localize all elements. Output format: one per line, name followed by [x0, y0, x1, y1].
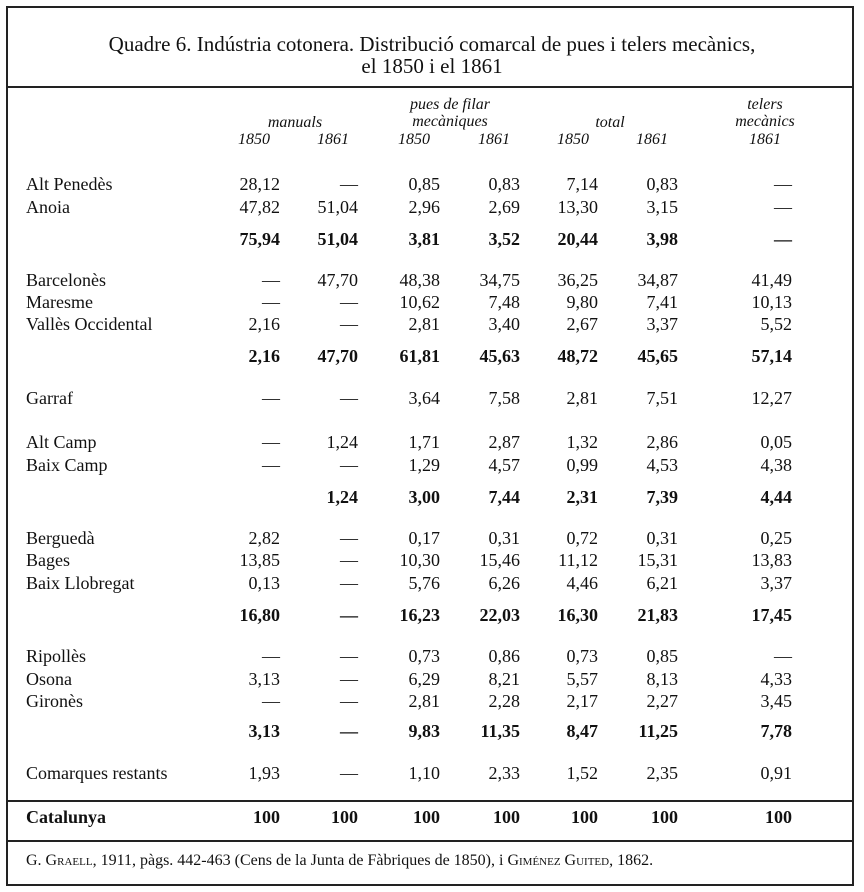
subtotal-cell: 16,80	[239, 605, 280, 625]
table-cell: 9,80	[566, 292, 598, 312]
row-label: Maresme	[26, 292, 93, 312]
table-cell: 13,30	[557, 197, 598, 217]
total-rule	[6, 800, 854, 802]
table-cell: 1,52	[566, 763, 598, 783]
table-cell: 12,27	[751, 388, 792, 408]
table-cell: 1,29	[408, 455, 440, 475]
subtotal-cell: 3,98	[646, 229, 678, 249]
subtotal-cell: 75,94	[239, 229, 280, 249]
table-cell: 4,53	[646, 455, 678, 475]
table-cell: —	[262, 388, 280, 408]
table-cell: 4,57	[488, 455, 520, 475]
subtotal-cell: 51,04	[317, 229, 358, 249]
table-cell: 0,99	[566, 455, 598, 475]
subtotal-cell: 45,63	[479, 346, 520, 366]
table-cell: 15,46	[479, 550, 520, 570]
table-cell: 6,29	[408, 669, 440, 689]
table-cell: —	[340, 292, 358, 312]
row-label: Ripollès	[26, 646, 87, 666]
table-cell: 2,67	[566, 314, 598, 334]
header-total: total	[595, 114, 625, 131]
subtotal-cell: 57,14	[751, 346, 792, 366]
row-label: Baix Llobregat	[26, 573, 135, 593]
table-cell: —	[262, 455, 280, 475]
year-header: 1861	[749, 131, 781, 148]
table-cell: 2,28	[488, 691, 520, 711]
table-cell: 2,81	[408, 314, 440, 334]
table-cell: 0,31	[488, 528, 520, 548]
table-cell: 7,51	[646, 388, 678, 408]
table-cell: —	[340, 646, 358, 666]
table-cell: 15,31	[637, 550, 678, 570]
table-cell: 0,73	[566, 646, 598, 666]
table-cell: 6,21	[646, 573, 678, 593]
table-cell: 51,04	[317, 197, 358, 217]
table-cell: —	[340, 691, 358, 711]
table-cell: 0,13	[248, 573, 280, 593]
subtotal-cell: 20,44	[557, 229, 598, 249]
header-telers-line2: mecànics	[735, 113, 795, 130]
table-cell: 4,46	[566, 573, 598, 593]
table-cell: 0,31	[646, 528, 678, 548]
table-cell: 2,81	[566, 388, 598, 408]
table-cell: 10,62	[399, 292, 440, 312]
row-label: Bages	[26, 550, 70, 570]
table-cell: 3,37	[760, 573, 792, 593]
subtotal-cell: 11,35	[480, 721, 520, 741]
header-manuals: manuals	[267, 114, 323, 131]
row-label: Vallès Occidental	[26, 314, 153, 334]
subtotal-cell: 21,83	[637, 605, 678, 625]
year-header: 1861	[478, 131, 510, 148]
table-cell: 0,17	[408, 528, 440, 548]
table-cell: 13,85	[239, 550, 280, 570]
row-label: Comarques restants	[26, 763, 168, 783]
table-cell: 2,16	[248, 314, 280, 334]
table-cell: 4,33	[760, 669, 792, 689]
table-cell: 0,85	[408, 174, 440, 194]
table-cell: 1,71	[408, 432, 440, 452]
table-cell: 10,30	[399, 550, 440, 570]
row-label: Gironès	[26, 691, 83, 711]
subtotal-cell: 3,13	[248, 721, 280, 741]
table-cell: 0,85	[646, 646, 678, 666]
table-cell: 48,38	[399, 270, 440, 290]
table-cell: 7,58	[488, 388, 520, 408]
subtotal-cell: 3,81	[408, 229, 440, 249]
source-text2: , 1862.	[609, 852, 654, 869]
table-cell: 8,13	[646, 669, 678, 689]
table-cell: 7,41	[646, 292, 678, 312]
bottom-rule	[6, 840, 854, 842]
table-cell: 47,70	[317, 270, 358, 290]
source-note	[26, 852, 653, 870]
table-cell: 5,76	[408, 573, 440, 593]
row-label: Garraf	[26, 388, 73, 408]
subtotal-cell: 3,52	[488, 229, 520, 249]
subtotal-cell: 100	[765, 807, 792, 827]
subtotal-cell: 100	[253, 807, 280, 827]
table-cell: —	[262, 432, 280, 452]
table-cell: —	[774, 646, 792, 666]
table-cell: 4,38	[760, 455, 792, 475]
subtotal-cell: 8,47	[566, 721, 598, 741]
year-header: 1850	[238, 131, 270, 148]
table-cell: —	[340, 669, 358, 689]
subtotal-cell: 45,65	[637, 346, 678, 366]
row-label: Berguedà	[26, 528, 95, 548]
subtotal-cell: 9,83	[408, 721, 440, 741]
subtotal-cell: —	[774, 229, 792, 249]
table-cell: —	[774, 197, 792, 217]
table-cell: 0,83	[646, 174, 678, 194]
subtotal-cell: 61,81	[399, 346, 440, 366]
table-cell: 3,15	[646, 197, 678, 217]
subtotal-cell: —	[340, 721, 358, 741]
table-cell: —	[340, 763, 358, 783]
table-cell: 2,81	[408, 691, 440, 711]
table-cell: 0,83	[488, 174, 520, 194]
subtotal-cell: 11,25	[638, 721, 678, 741]
subtotal-cell: 47,70	[317, 346, 358, 366]
table-cell: 2,33	[488, 763, 520, 783]
table-cell: —	[262, 646, 280, 666]
table-cell: —	[340, 550, 358, 570]
table-cell: —	[262, 292, 280, 312]
table-cell: 5,57	[566, 669, 598, 689]
row-label: Baix Camp	[26, 455, 108, 475]
subtotal-cell: 100	[571, 807, 598, 827]
table-cell: 8,21	[488, 669, 520, 689]
row-label: Osona	[26, 669, 72, 689]
table-cell: 1,93	[248, 763, 280, 783]
table-cell: 11,12	[558, 550, 598, 570]
subtotal-cell: 7,39	[646, 487, 678, 507]
year-header: 1861	[317, 131, 349, 148]
subtotal-cell: —	[340, 605, 358, 625]
table-cell: —	[262, 270, 280, 290]
subtotal-cell: 100	[651, 807, 678, 827]
subtotal-cell: 7,44	[488, 487, 520, 507]
row-label: Catalunya	[26, 807, 107, 827]
table-cell: 0,86	[488, 646, 520, 666]
subtotal-cell: 7,78	[760, 721, 792, 741]
table-title-line2: el 1850 i el 1861	[361, 54, 503, 78]
source-author2: Giménez Guited	[507, 852, 610, 869]
row-label: Anoia	[26, 197, 70, 217]
table-cell: 3,40	[488, 314, 520, 334]
table-cell: 1,24	[326, 432, 358, 452]
table-cell: 2,86	[646, 432, 678, 452]
table-cell: 0,05	[760, 432, 792, 452]
table-cell: 3,37	[646, 314, 678, 334]
table-cell: 6,26	[488, 573, 520, 593]
source-author1: G. Graell	[26, 852, 93, 869]
subtotal-cell: 4,44	[760, 487, 792, 507]
subtotal-cell: 2,16	[248, 346, 280, 366]
year-header: 1861	[636, 131, 668, 148]
table-cell: 0,73	[408, 646, 440, 666]
subtotal-cell: 48,72	[557, 346, 598, 366]
table-cell: —	[340, 455, 358, 475]
subtotal-cell: 16,30	[557, 605, 598, 625]
table-cell: 36,25	[557, 270, 598, 290]
row-label: Alt Penedès	[26, 174, 113, 194]
table-cell: —	[262, 691, 280, 711]
header-telers-line1: telers	[747, 96, 783, 113]
subtotal-cell: 3,00	[408, 487, 440, 507]
subtotal-cell: 17,45	[751, 605, 792, 625]
table-cell: 1,32	[566, 432, 598, 452]
table-cell: 10,13	[751, 292, 792, 312]
top-rule	[6, 86, 854, 88]
header-pues-line2: mecàniques	[412, 113, 488, 130]
header-pues-line1: pues de filar	[410, 96, 490, 113]
table-cell: 47,82	[239, 197, 280, 217]
table-cell: 2,27	[646, 691, 678, 711]
table-cell: 0,91	[760, 763, 792, 783]
row-label: Alt Camp	[26, 432, 97, 452]
year-header: 1850	[398, 131, 430, 148]
table-cell: 3,13	[248, 669, 280, 689]
subtotal-cell: 100	[331, 807, 358, 827]
subtotal-cell: 100	[413, 807, 440, 827]
table-cell: —	[340, 528, 358, 548]
subtotal-cell: 2,31	[566, 487, 598, 507]
year-header: 1850	[557, 131, 589, 148]
table-cell: 1,10	[408, 763, 440, 783]
table-cell: 2,69	[488, 197, 520, 217]
table-cell: 3,45	[760, 691, 792, 711]
subtotal-cell: 22,03	[479, 605, 520, 625]
table-cell: 2,96	[408, 197, 440, 217]
subtotal-cell: 16,23	[399, 605, 440, 625]
table-cell: 7,14	[566, 174, 598, 194]
table-cell: 34,75	[479, 270, 520, 290]
table-cell: 34,87	[637, 270, 678, 290]
table-cell: —	[340, 573, 358, 593]
table-cell: 2,17	[566, 691, 598, 711]
row-label: Barcelonès	[26, 270, 106, 290]
table-cell: 7,48	[488, 292, 520, 312]
table-cell: 13,83	[751, 550, 792, 570]
table-title-line1: Quadre 6. Indústria cotonera. Distribució comarcal de pues i telers mecànics,	[108, 32, 756, 56]
subtotal-cell: 1,24	[326, 487, 358, 507]
table-cell: —	[340, 314, 358, 334]
table-cell: 2,82	[248, 528, 280, 548]
table-cell: 28,12	[239, 174, 280, 194]
table-cell: 5,52	[760, 314, 792, 334]
table-cell: 2,87	[488, 432, 520, 452]
table-cell: 41,49	[751, 270, 792, 290]
subtotal-cell: 100	[493, 807, 520, 827]
table-cell: 0,25	[760, 528, 792, 548]
table-cell: —	[340, 174, 358, 194]
table-cell: 2,35	[646, 763, 678, 783]
source-text1: , 1911, pàgs. 442-463 (Cens de la Junta de Fàbriques de 1850), i	[92, 852, 508, 869]
table-cell: 3,64	[408, 388, 440, 408]
table-cell: 0,72	[566, 528, 598, 548]
table-cell: —	[340, 388, 358, 408]
table-cell: —	[774, 174, 792, 194]
